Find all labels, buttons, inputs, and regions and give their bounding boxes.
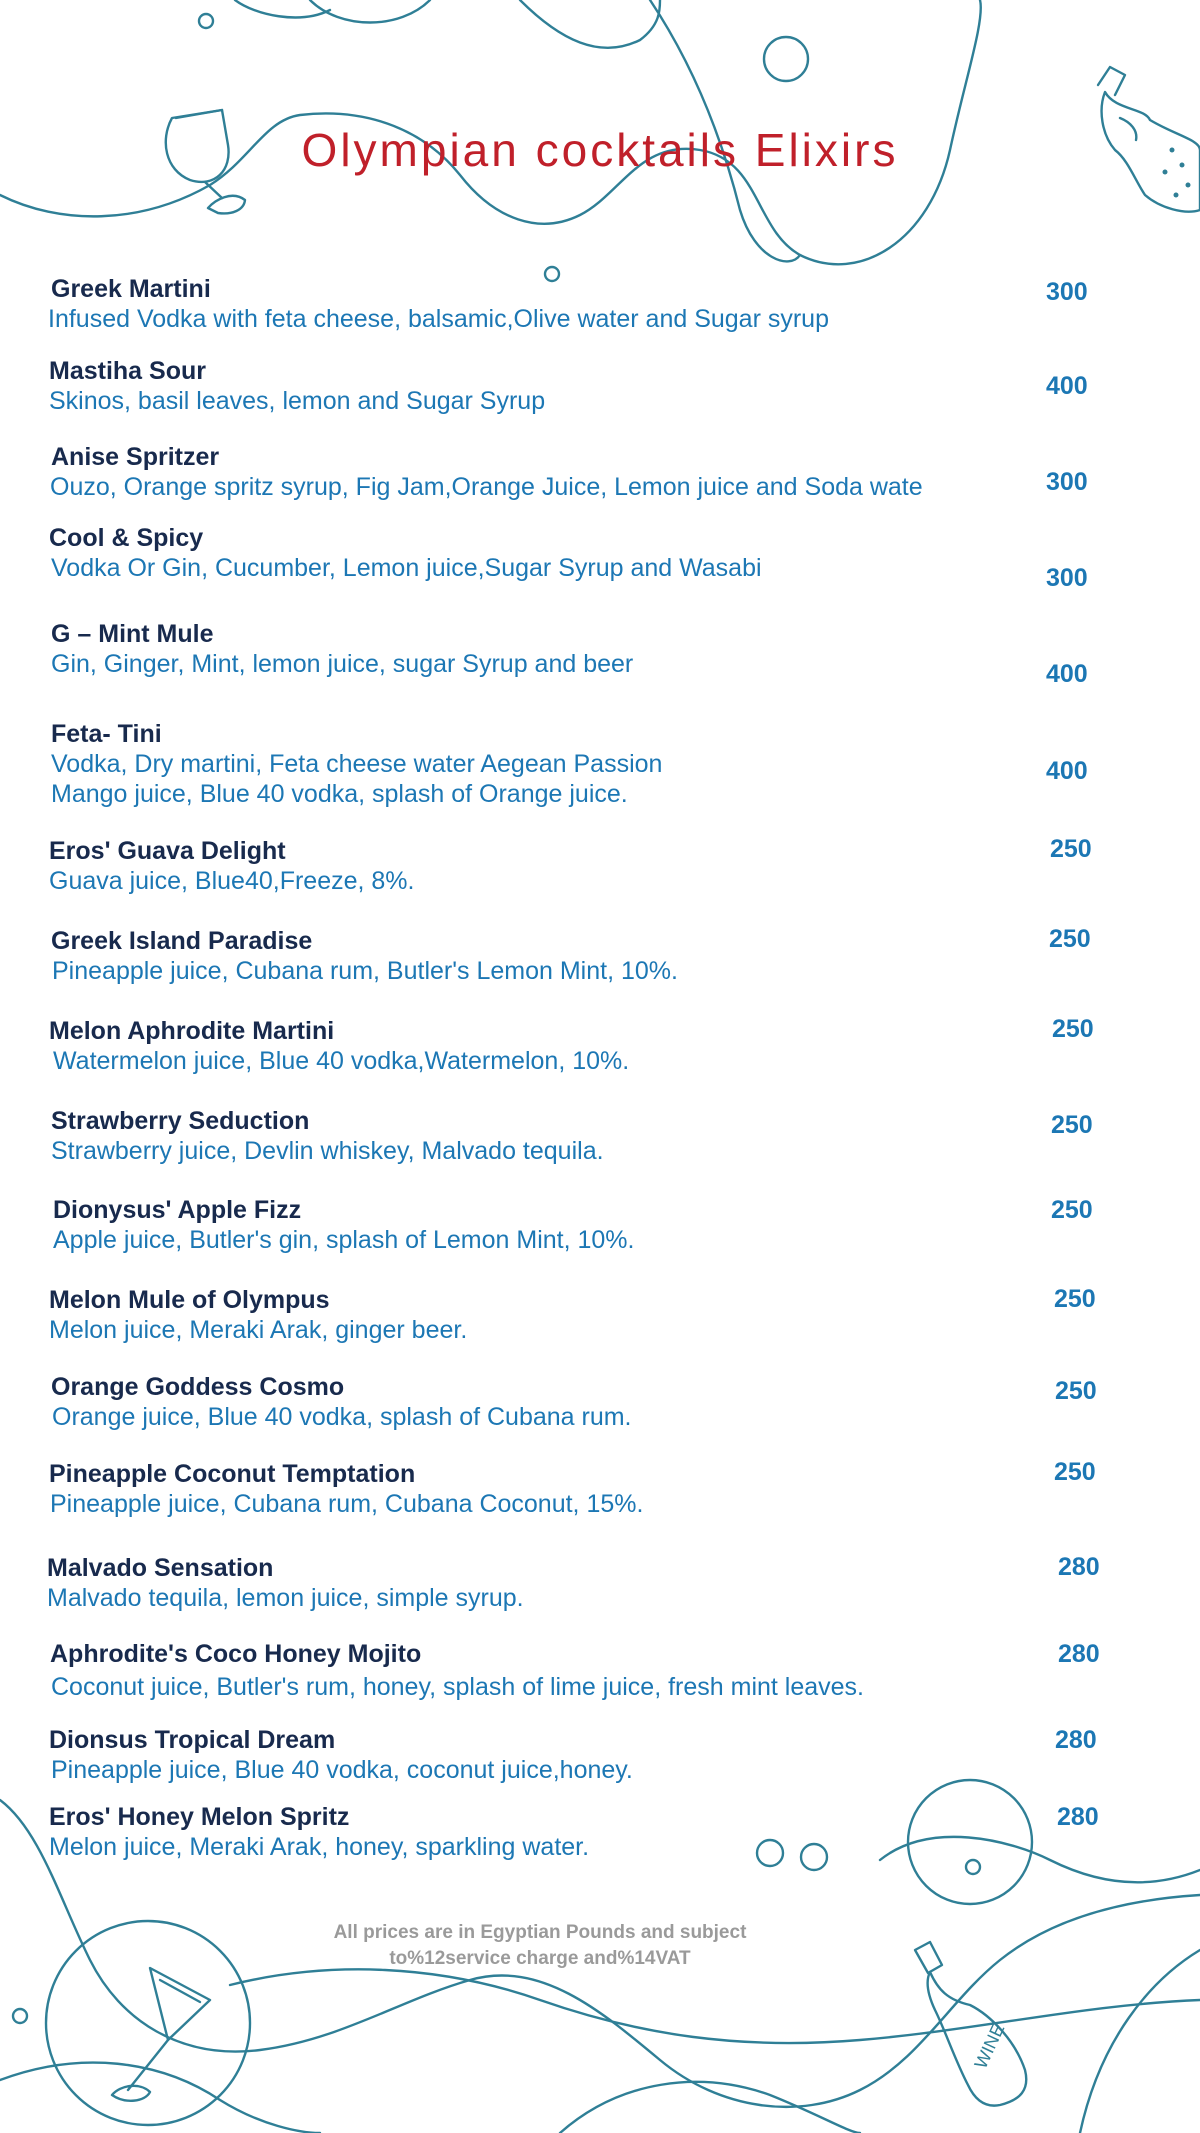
- item-name: Pineapple Coconut Temptation: [49, 1460, 416, 1488]
- item-description: Strawberry juice, Devlin whiskey, Malvado tequila.: [51, 1137, 604, 1165]
- bubble-icon: [13, 2009, 27, 2023]
- item-price: 250: [1055, 1377, 1097, 1405]
- item-price: 250: [1051, 1196, 1093, 1224]
- item-price: 300: [1046, 564, 1088, 592]
- item-name: Dionysus' Apple Fizz: [53, 1196, 302, 1224]
- item-price: 400: [1046, 660, 1088, 688]
- item-name: Greek Island Paradise: [51, 927, 313, 955]
- item-description: Vodka Or Gin, Cucumber, Lemon juice,Sugar Syrup and Wasabi: [51, 554, 762, 582]
- menu-title: Olympian cocktails Elixirs: [301, 124, 899, 176]
- item-name: Greek Martini: [51, 275, 211, 303]
- item-name: Cool & Spicy: [49, 524, 204, 552]
- item-name: Eros' Honey Melon Spritz: [49, 1803, 350, 1831]
- item-description-line2: Mango juice, Blue 40 vodka, splash of Orange juice.: [51, 780, 628, 808]
- item-description: Coconut juice, Butler's rum, honey, splash of lime juice, fresh mint leaves.: [51, 1673, 865, 1701]
- item-price: 250: [1054, 1458, 1096, 1486]
- item-description: Pineapple juice, Cubana rum, Butler's Lemon Mint, 10%.: [52, 957, 678, 985]
- item-price: 280: [1057, 1803, 1099, 1831]
- item-name: Malvado Sensation: [47, 1554, 274, 1582]
- item-name: G – Mint Mule: [51, 620, 214, 648]
- price-disclaimer: [280, 1920, 800, 1972]
- item-price: 400: [1046, 372, 1088, 400]
- item-price: 250: [1054, 1285, 1096, 1313]
- item-description: Vodka, Dry martini, Feta cheese water Aegean Passion: [51, 750, 663, 778]
- item-name: Feta- Tini: [51, 720, 162, 748]
- item-price: 250: [1049, 925, 1091, 953]
- item-name: Anise Spritzer: [51, 443, 220, 471]
- item-description: Watermelon juice, Blue 40 vodka,Watermelon, 10%.: [53, 1047, 630, 1075]
- item-description: Gin, Ginger, Mint, lemon juice, sugar Syrup and beer: [51, 650, 634, 678]
- item-description: Pineapple juice, Blue 40 vodka, coconut juice,honey.: [51, 1756, 633, 1784]
- item-price: 280: [1058, 1553, 1100, 1581]
- disclaimer-line-1: All prices are in Egyptian Pounds and subject: [333, 1922, 747, 1943]
- item-name: Melon Mule of Olympus: [49, 1286, 330, 1314]
- item-price: 280: [1058, 1640, 1100, 1668]
- item-description: Infused Vodka with feta cheese, balsamic,Olive water and Sugar syrup: [48, 305, 829, 333]
- item-description: Melon juice, Meraki Arak, ginger beer.: [49, 1316, 468, 1344]
- item-name: Strawberry Seduction: [51, 1107, 310, 1135]
- item-price: 250: [1051, 1111, 1093, 1139]
- item-name: Melon Aphrodite Martini: [49, 1017, 335, 1045]
- item-name: Orange Goddess Cosmo: [51, 1373, 345, 1401]
- item-price: 280: [1055, 1726, 1097, 1754]
- disclaimer-line-2: to%12service charge and%14VAT: [389, 1948, 691, 1969]
- item-description: Pineapple juice, Cubana rum, Cubana Coconut, 15%.: [50, 1490, 644, 1518]
- item-description: Guava juice, Blue40,Freeze, 8%.: [49, 867, 415, 895]
- item-description: Skinos, basil leaves, lemon and Sugar Syrup: [49, 387, 546, 415]
- item-price: 250: [1050, 835, 1092, 863]
- item-description: Apple juice, Butler's gin, splash of Lemon Mint, 10%.: [53, 1226, 635, 1254]
- wine-bottle-icon: [915, 1942, 1026, 2106]
- item-name: Eros' Guava Delight: [49, 837, 286, 865]
- bottle-label: WINE: [970, 2020, 1009, 2072]
- item-description: Orange juice, Blue 40 vodka, splash of Cubana rum.: [52, 1403, 632, 1431]
- item-price: 250: [1052, 1015, 1094, 1043]
- item-name: Mastiha Sour: [49, 357, 206, 385]
- item-price: 300: [1046, 278, 1088, 306]
- item-description: Ouzo, Orange spritz syrup, Fig Jam,Orange Juice, Lemon juice and Soda wate: [50, 473, 923, 501]
- item-price: 400: [1046, 757, 1088, 785]
- item-name: Aphrodite's Coco Honey Mojito: [50, 1640, 422, 1668]
- item-description: Malvado tequila, lemon juice, simple syrup.: [47, 1584, 524, 1612]
- item-price: 300: [1046, 468, 1088, 496]
- item-name: Dionsus Tropical Dream: [49, 1726, 336, 1754]
- item-description: Melon juice, Meraki Arak, honey, sparkling water.: [49, 1833, 590, 1861]
